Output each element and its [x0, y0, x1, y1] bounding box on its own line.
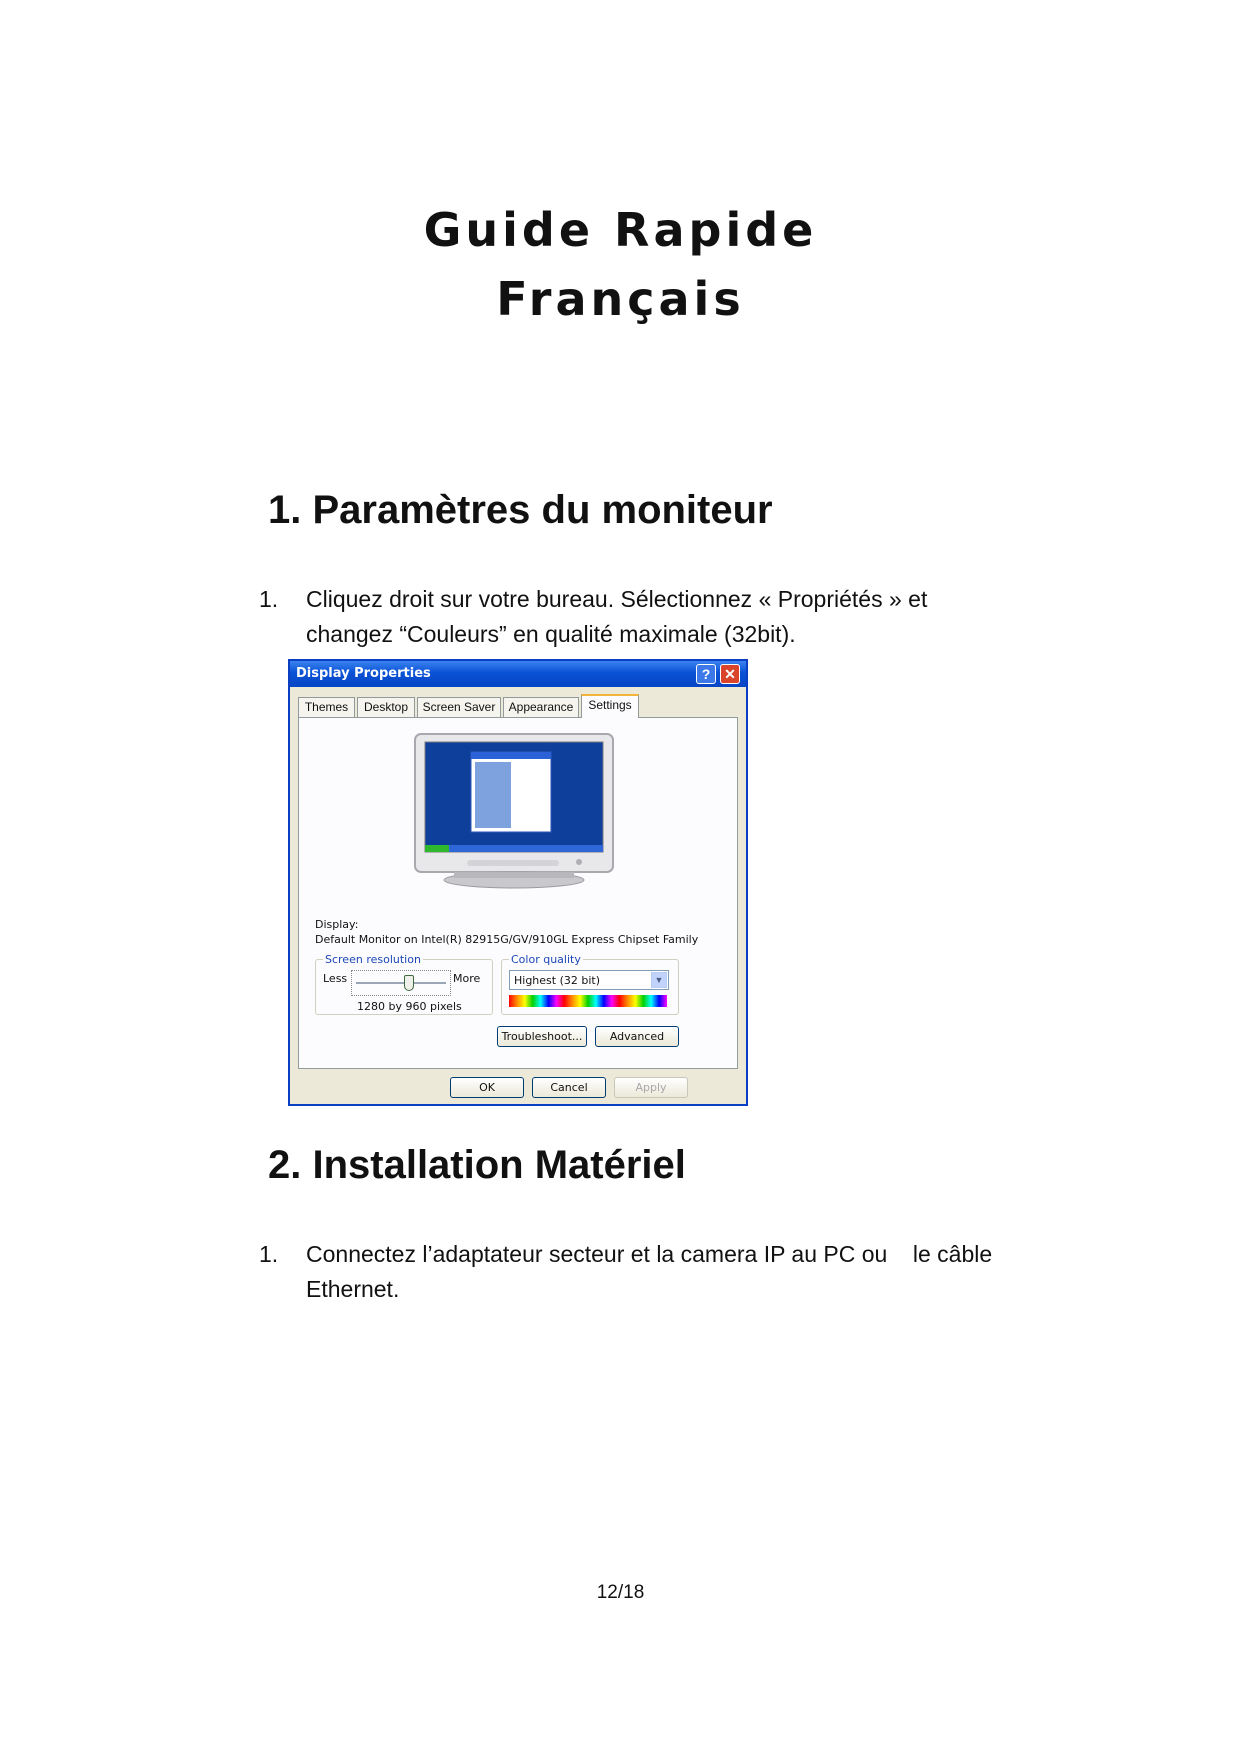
apply-button[interactable]: Apply	[614, 1077, 688, 1098]
tab-settings[interactable]: Settings	[581, 694, 639, 718]
troubleshoot-button[interactable]: Troubleshoot...	[497, 1026, 587, 1047]
ok-button[interactable]: OK	[450, 1077, 524, 1098]
tab-screen-saver[interactable]: Screen Saver	[417, 697, 501, 717]
color-quality-select[interactable]	[509, 970, 669, 990]
color-quality-value: Highest (32 bit)	[514, 974, 601, 987]
tab-desktop[interactable]: Desktop	[357, 697, 415, 717]
chevron-down-icon[interactable]: ▼	[651, 972, 667, 988]
cancel-button[interactable]: Cancel	[532, 1077, 606, 1098]
slider-thumb[interactable]	[404, 975, 414, 991]
section2-item-text	[306, 1237, 1066, 1307]
monitor-illustration	[409, 732, 619, 892]
tab-themes[interactable]: Themes	[298, 697, 355, 717]
page-number: 12/18	[596, 1582, 645, 1603]
tab-appearance[interactable]: Appearance	[503, 697, 579, 717]
section1-item-line2: changez “Couleurs” en qualité maximale (32bit).	[306, 621, 796, 647]
section1-item-line1: Cliquez droit sur votre bureau. Sélectionnez « Propriétés » et	[306, 586, 928, 612]
dialog-title: Display Properties	[296, 666, 431, 681]
section2-item-line2: Ethernet.	[306, 1276, 400, 1302]
settings-panel	[298, 717, 738, 1069]
display-value: Default Monitor on Intel(R) 82915G/GV/910GL Express Chipset Family	[315, 933, 699, 946]
section1-item-text	[306, 582, 1026, 652]
section2-item-line1: Connectez l’adaptateur secteur et la camera IP au PC ou le câble	[306, 1241, 993, 1267]
resolution-slider[interactable]	[351, 970, 451, 996]
title-line1: Guide Rapide	[423, 203, 818, 257]
more-label: More	[453, 972, 481, 985]
advanced-button[interactable]: Advanced	[595, 1026, 679, 1047]
section2-item-number: 1.	[259, 1241, 279, 1267]
color-spectrum-bar	[509, 995, 667, 1007]
dialog-titlebar	[290, 661, 746, 687]
display-properties-dialog	[288, 659, 748, 1106]
less-label: Less	[323, 972, 348, 985]
title-line2: Français	[496, 272, 745, 326]
resolution-value: 1280 by 960 pixels	[357, 1000, 462, 1013]
section1-heading: 1. Paramètres du moniteur	[268, 488, 773, 532]
screen-resolution-label: Screen resolution	[325, 953, 421, 966]
display-label: Display:	[315, 918, 359, 931]
help-button[interactable]: ?	[696, 664, 716, 684]
section2-heading: 2. Installation Matériel	[268, 1143, 686, 1187]
section1-item-number: 1.	[259, 586, 279, 612]
color-quality-label: Color quality	[511, 953, 581, 966]
close-button[interactable]: ✕	[720, 664, 740, 684]
slider-track	[356, 982, 446, 984]
